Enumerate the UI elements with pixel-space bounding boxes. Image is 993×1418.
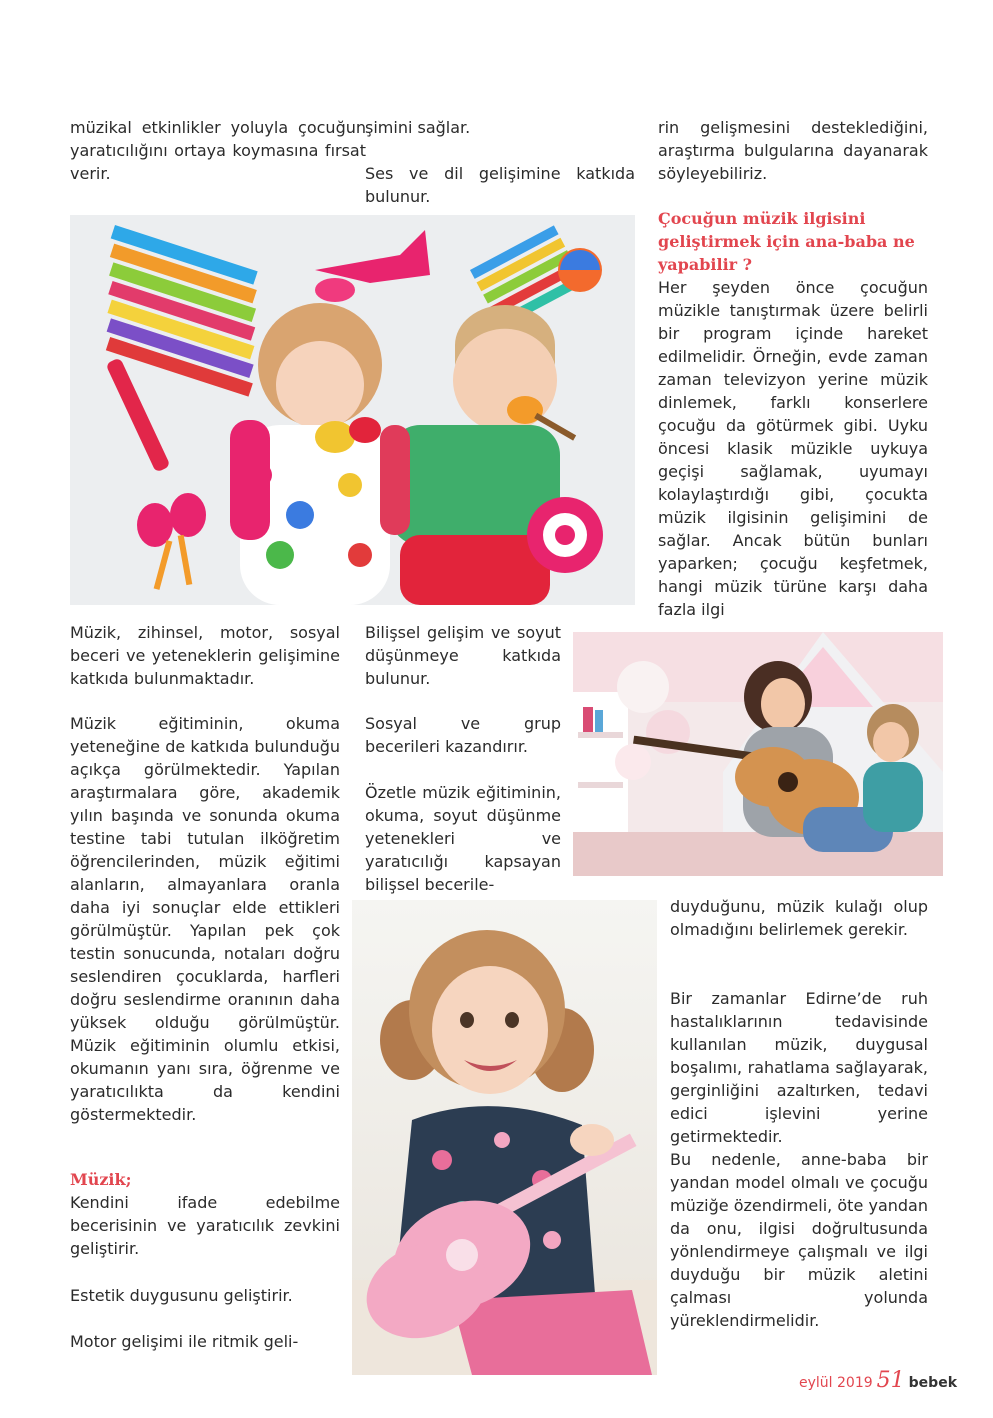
col2-top-paragraph-1: şimini sağlar. <box>365 118 471 137</box>
page-number: 51 <box>876 1368 905 1393</box>
col2-paragraph-2: Sosyal ve grup becerileri kazandırır. <box>365 714 561 756</box>
col1-paragraph-1: Müzik, zihinsel, motor, sosyal beceri ve yeteneklerin gelişimine katkıda bulunmaktadır. <box>70 623 340 688</box>
col2-top-paragraph-2: Ses ve dil gelişimine katkıda bulunur. <box>365 164 635 206</box>
col3-paragraph-4: Bu nedenle, anne-baba bir yandan model olmalı ve çocuğu müziğe özendirmeli, öte yandan da onu, ilgisi doğrultusunda yönlendirmeye çalışmalı ve ilgi duyduğu bir müzik aletini çalması yolunda yüreklendirmelidir. <box>670 1150 928 1330</box>
col3-paragraph-1: Her şeyden önce çocuğun müzikle tanıştırmak üzere belirli bir program içinde hareket edilmelidir. Örneğin, evde zaman zaman televizyon yerine müzik dinlemek, farklı konserlere çocuğu da götürmek gibi. Uyku öncesi klasik müzikle uykuya geçişi sağlamak, uyumayı kolaylaştırdığı gibi, çocukta müzik ilgisinin gelişimini de sağlar. Ancak bütün bunları yaparken; çocuğu keşfetmek, hangi müzik türüne karşı daha fazla ilgi <box>658 278 928 619</box>
col1-top-paragraph: müzikal etkinlikler yoluyla çocuğun yaratıcılığını ortaya koymasına fırsat verir. <box>70 118 366 183</box>
col1-heading-muzik: Müzik; <box>70 1170 132 1189</box>
col3-paragraph-2: duyduğunu, müzik kulağı olup olmadığını belirlemek gerekir. <box>670 897 928 939</box>
girl-pink-guitar-photo <box>352 900 657 1375</box>
col2-paragraph-1: Bilişsel gelişim ve soyut düşünmeye katkıda bulunur. <box>365 623 561 688</box>
col1-paragraph-3: Kendini ifade edebilme becerisinin ve yaratıcılık zevkini geliştirir. <box>70 1193 340 1258</box>
col1-paragraph-5: Motor gelişimi ile ritmik geli- <box>70 1332 299 1351</box>
col3-heading: Çocuğun müzik ilgisini geliştirmek için ana-baba ne yapabilir ? <box>658 209 915 274</box>
footer-date: eylül 2019 <box>799 1375 873 1391</box>
col1-paragraph-2: Müzik eğitiminin, okuma yeteneğine de katkıda bulunduğu açıkça görülmektedir. Yapılan araştırmalara göre, akademik yılın başında ve sonunda okuma testine tabi tutulan ilköğretim öğrencilerinden, müzik eğitimi alanların, almayanlara oranla daha iyi sonuçlar elde ettikleri görülmüştür. Yapılan pek çok testin sonucunda, notaları doğru seslendiren çocuklarda, harfleri doğru seslendirme oranının daha yüksek olduğu görülmüştür. Müzik eğitiminin olumlu etkisi, okumanın yanı sıra, öğrenme ve yaratıcılıkta da kendini göstermektedir. <box>70 714 340 1124</box>
col3-top-paragraph: rin gelişmesini desteklediğini, araştırma bulgularına dayanarak söyleyebiliriz. <box>658 118 928 183</box>
mother-guitar-photo <box>573 632 943 876</box>
col3-paragraph-3: Bir zamanlar Edirne’de ruh hastalıklarının tedavisinde kullanılan müzik, duygusal boşalımı, rahatlama sağlayarak, gerginliğini azaltırken, tedavi edici işlevini yerine getirmektedir. <box>670 989 928 1146</box>
kids-instruments-photo <box>70 215 635 605</box>
col1-paragraph-4: Estetik duygusunu geliştirir. <box>70 1286 293 1305</box>
magazine-name: bebek <box>908 1375 957 1391</box>
page-footer <box>799 1368 957 1393</box>
col2-paragraph-3: Özetle müzik eğitiminin, okuma, soyut düşünme yetenekleri ve yaratıcılığı kapsayan bilişsel becerile- <box>365 783 561 894</box>
